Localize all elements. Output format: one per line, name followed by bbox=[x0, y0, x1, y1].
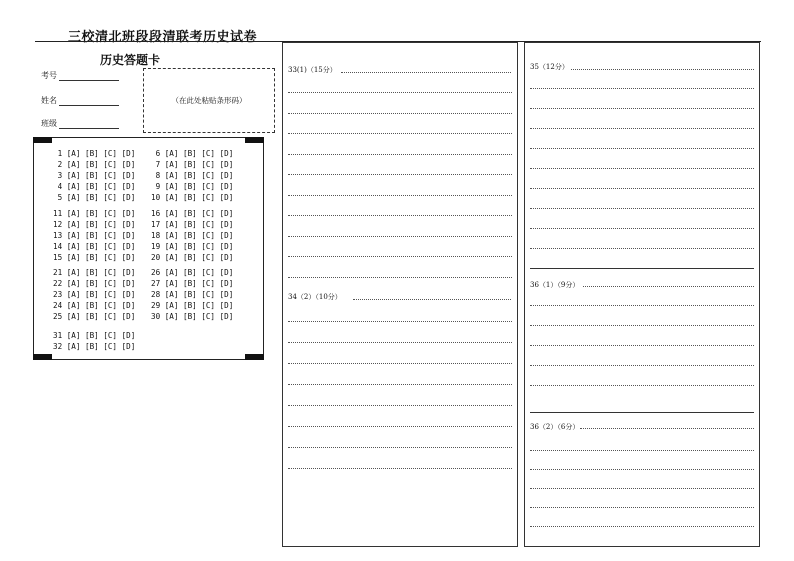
q34-label: 34（2）（10分） bbox=[288, 293, 342, 301]
answer-line[interactable] bbox=[288, 154, 512, 155]
exam-title: 三校清北班段段清联考历史试卷 bbox=[68, 30, 258, 45]
answer-card-title: 历史答题卡 bbox=[100, 53, 161, 67]
choice-question-24[interactable]: 24 [A] [B] [C] [D] bbox=[53, 301, 136, 310]
class-label: 班级 bbox=[41, 119, 57, 128]
answer-line[interactable] bbox=[530, 168, 754, 169]
choice-question-13[interactable]: 13 [A] [B] [C] [D] bbox=[53, 231, 136, 240]
choice-question-28[interactable]: 28 [A] [B] [C] [D] bbox=[151, 290, 234, 299]
alignment-mark-top-right bbox=[245, 137, 264, 143]
choice-question-14[interactable]: 14 [A] [B] [C] [D] bbox=[53, 242, 136, 251]
choice-question-27[interactable]: 27 [A] [B] [C] [D] bbox=[151, 279, 234, 288]
choice-question-8[interactable]: 8 [A] [B] [C] [D] bbox=[151, 171, 234, 180]
answer-line[interactable] bbox=[530, 108, 754, 109]
answer-line[interactable] bbox=[288, 277, 512, 278]
choice-question-19[interactable]: 19 [A] [B] [C] [D] bbox=[151, 242, 234, 251]
answer-line[interactable] bbox=[583, 286, 754, 287]
choice-question-18[interactable]: 18 [A] [B] [C] [D] bbox=[151, 231, 234, 240]
answer-line[interactable] bbox=[530, 450, 754, 451]
alignment-mark-top-left bbox=[33, 137, 52, 143]
choice-question-21[interactable]: 21 [A] [B] [C] [D] bbox=[53, 268, 136, 277]
exam-number-input-line[interactable] bbox=[59, 71, 119, 81]
answer-line[interactable] bbox=[288, 174, 512, 175]
alignment-mark-bottom-right bbox=[245, 354, 264, 360]
answer-line[interactable] bbox=[530, 345, 754, 346]
choice-question-25[interactable]: 25 [A] [B] [C] [D] bbox=[53, 312, 136, 321]
answer-line[interactable] bbox=[288, 133, 512, 134]
answer-line[interactable] bbox=[530, 208, 754, 209]
choice-question-16[interactable]: 16 [A] [B] [C] [D] bbox=[151, 209, 234, 218]
answer-line[interactable] bbox=[288, 236, 512, 237]
choice-question-2[interactable]: 2 [A] [B] [C] [D] bbox=[53, 160, 136, 169]
answer-line[interactable] bbox=[288, 468, 512, 469]
answer-line[interactable] bbox=[530, 188, 754, 189]
choice-question-15[interactable]: 15 [A] [B] [C] [D] bbox=[53, 253, 136, 262]
section-divider-1 bbox=[530, 268, 754, 269]
choice-question-5[interactable]: 5 [A] [B] [C] [D] bbox=[53, 193, 136, 202]
q36-2-label: 36（2）（6分） bbox=[530, 423, 580, 431]
q35-label: 35（12分） bbox=[530, 63, 569, 71]
answer-line[interactable] bbox=[530, 507, 754, 508]
choice-question-9[interactable]: 9 [A] [B] [C] [D] bbox=[151, 182, 234, 191]
answer-panel-right bbox=[524, 42, 760, 547]
choice-question-12[interactable]: 12 [A] [B] [C] [D] bbox=[53, 220, 136, 229]
choice-question-10[interactable]: 10 [A] [B] [C] [D] bbox=[151, 193, 234, 202]
class-input-line[interactable] bbox=[59, 119, 119, 129]
answer-line[interactable] bbox=[530, 385, 754, 386]
choice-question-20[interactable]: 20 [A] [B] [C] [D] bbox=[151, 253, 234, 262]
exam-number-label: 考号 bbox=[41, 71, 57, 80]
class-field bbox=[41, 118, 119, 129]
choice-question-17[interactable]: 17 [A] [B] [C] [D] bbox=[151, 220, 234, 229]
answer-line[interactable] bbox=[288, 321, 512, 322]
answer-line[interactable] bbox=[530, 469, 754, 470]
answer-line[interactable] bbox=[288, 195, 512, 196]
name-input-line[interactable] bbox=[59, 96, 119, 106]
choice-question-1[interactable]: 1 [A] [B] [C] [D] bbox=[53, 149, 136, 158]
answer-line[interactable] bbox=[530, 526, 754, 527]
choice-question-22[interactable]: 22 [A] [B] [C] [D] bbox=[53, 279, 136, 288]
q33-label: 33(1)（15分） bbox=[288, 66, 337, 74]
answer-line[interactable] bbox=[288, 405, 512, 406]
barcode-hint: （在此处粘贴条形码） bbox=[171, 96, 247, 105]
q36-1-label: 36（1）（9分） bbox=[530, 281, 580, 289]
answer-line[interactable] bbox=[530, 488, 754, 489]
answer-line[interactable] bbox=[530, 248, 754, 249]
name-field bbox=[41, 95, 119, 106]
name-label: 姓名 bbox=[41, 96, 57, 105]
answer-line[interactable] bbox=[341, 72, 511, 73]
answer-line[interactable] bbox=[530, 128, 754, 129]
choice-question-7[interactable]: 7 [A] [B] [C] [D] bbox=[151, 160, 234, 169]
answer-line[interactable] bbox=[288, 342, 512, 343]
choice-question-6[interactable]: 6 [A] [B] [C] [D] bbox=[151, 149, 234, 158]
answer-line[interactable] bbox=[571, 69, 754, 70]
answer-line[interactable] bbox=[288, 384, 512, 385]
choice-question-26[interactable]: 26 [A] [B] [C] [D] bbox=[151, 268, 234, 277]
choice-question-4[interactable]: 4 [A] [B] [C] [D] bbox=[53, 182, 136, 191]
answer-line[interactable] bbox=[530, 148, 754, 149]
choice-question-23[interactable]: 23 [A] [B] [C] [D] bbox=[53, 290, 136, 299]
choice-question-32[interactable]: 32 [A] [B] [C] [D] bbox=[53, 342, 136, 351]
answer-panel-middle bbox=[282, 42, 518, 547]
answer-line[interactable] bbox=[530, 228, 754, 229]
choice-question-3[interactable]: 3 [A] [B] [C] [D] bbox=[53, 171, 136, 180]
exam-number-field bbox=[41, 70, 119, 81]
answer-line[interactable] bbox=[530, 305, 754, 306]
answer-line[interactable] bbox=[580, 428, 754, 429]
answer-line[interactable] bbox=[288, 447, 512, 448]
barcode-area bbox=[143, 68, 275, 133]
answer-line[interactable] bbox=[288, 92, 512, 93]
answer-line[interactable] bbox=[288, 215, 512, 216]
alignment-mark-bottom-left bbox=[33, 354, 52, 360]
choice-question-30[interactable]: 30 [A] [B] [C] [D] bbox=[151, 312, 234, 321]
answer-line[interactable] bbox=[288, 113, 512, 114]
answer-line[interactable] bbox=[530, 325, 754, 326]
answer-line[interactable] bbox=[288, 256, 512, 257]
answer-line[interactable] bbox=[288, 426, 512, 427]
choice-question-31[interactable]: 31 [A] [B] [C] [D] bbox=[53, 331, 136, 340]
answer-line[interactable] bbox=[288, 363, 512, 364]
multiple-choice-box bbox=[33, 137, 264, 360]
answer-line[interactable] bbox=[530, 365, 754, 366]
answer-line[interactable] bbox=[353, 299, 511, 300]
section-divider-2 bbox=[530, 412, 754, 413]
answer-line[interactable] bbox=[530, 88, 754, 89]
choice-question-29[interactable]: 29 [A] [B] [C] [D] bbox=[151, 301, 234, 310]
choice-question-11[interactable]: 11 [A] [B] [C] [D] bbox=[53, 209, 136, 218]
